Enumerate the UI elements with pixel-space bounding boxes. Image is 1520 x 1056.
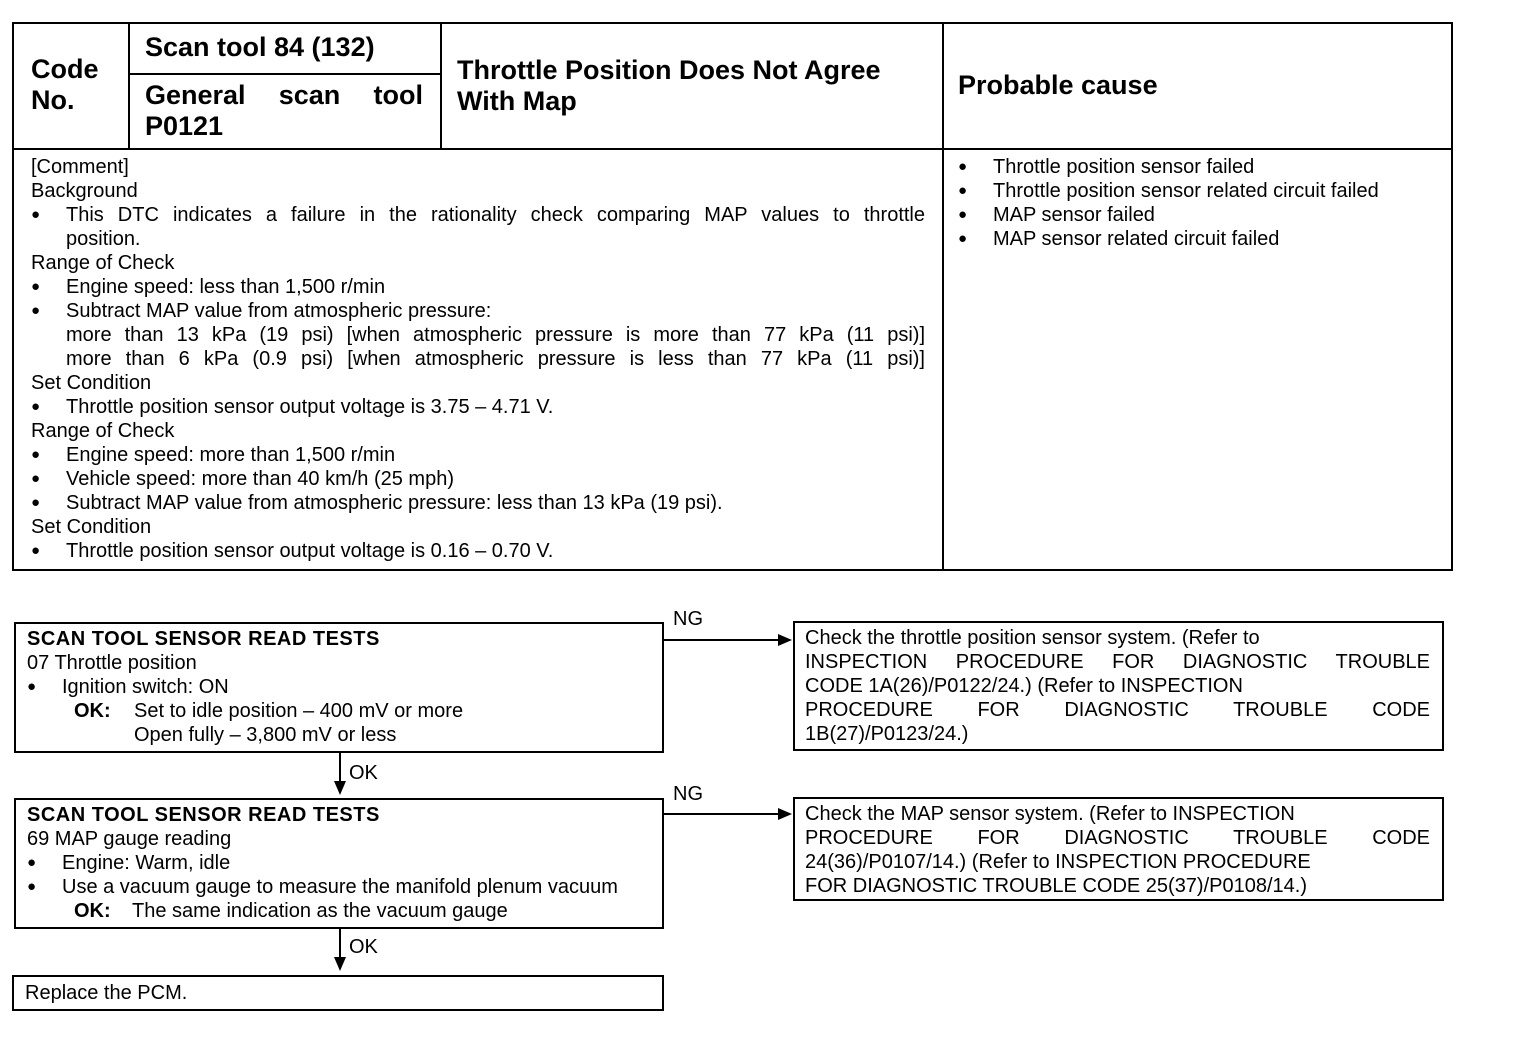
step2-item: 69 MAP gauge reading bbox=[27, 828, 232, 850]
step1-ok-row bbox=[27, 699, 662, 723]
step2-box bbox=[14, 798, 664, 929]
step2-title: SCAN TOOL SENSOR READ TESTS bbox=[27, 804, 380, 826]
arrow-down-icon bbox=[334, 957, 346, 971]
ng-label: NG bbox=[673, 608, 703, 630]
probable-cause-list bbox=[958, 155, 1443, 251]
probable-cause-heading: Probable cause bbox=[958, 70, 1158, 100]
table-hline-scan bbox=[128, 73, 442, 75]
result2-line: 24(36)/P0107/14.) (Refer to INSPECTION PROCEDURE bbox=[805, 851, 1311, 873]
bullet-item: ● Engine speed: more than 1,500 r/min bbox=[31, 443, 925, 467]
step1-box bbox=[14, 622, 664, 753]
continuation-text: more than 13 kPa (19 psi) [when atmospheric pressure is more than 77 kPa (11 psi)] bbox=[66, 324, 925, 346]
bullet-item: ● Engine speed: less than 1,500 r/min bbox=[31, 275, 925, 299]
result1-line: 1B(27)/P0123/24.) bbox=[805, 723, 969, 745]
final-action: Replace the PCM. bbox=[25, 982, 188, 1004]
result1-box bbox=[793, 621, 1444, 751]
table-vline-3 bbox=[942, 22, 944, 571]
table-vline-2 bbox=[440, 22, 442, 150]
step1-condition: ● Ignition switch: ON bbox=[27, 675, 662, 699]
code-no-label: Code No. bbox=[31, 54, 99, 115]
cause-item: ● MAP sensor related circuit failed bbox=[958, 227, 1443, 251]
cause-item: ● MAP sensor failed bbox=[958, 203, 1443, 227]
ok-arrow-line bbox=[339, 929, 341, 959]
ng-arrow-line bbox=[664, 813, 782, 815]
dtc-title: Throttle Position Does Not Agree With Map bbox=[457, 55, 881, 116]
comment-label: [Comment] bbox=[31, 156, 129, 178]
section-heading: Set Condition bbox=[31, 516, 152, 538]
continuation-text: more than 6 kPa (0.9 psi) [when atmospheric pressure is less than 77 kPa (11 psi)] bbox=[66, 348, 925, 370]
general-scan-tool-code bbox=[145, 80, 423, 142]
ok-value: The same indication as the vacuum gauge bbox=[132, 900, 508, 922]
final-box bbox=[12, 975, 664, 1011]
bullet-item: ● Vehicle speed: more than 40 km/h (25 mph) bbox=[31, 467, 925, 491]
section-heading: Background bbox=[31, 180, 138, 202]
table-vline-1 bbox=[128, 22, 130, 150]
scan-tool-code: Scan tool 84 (132) bbox=[145, 32, 375, 62]
result2-box bbox=[793, 797, 1444, 901]
general-scan-tool-text: General scan tool P0121 bbox=[145, 80, 423, 141]
bullet-item: ● Throttle position sensor output voltage is 3.75 – 4.71 V. bbox=[31, 395, 925, 419]
ok-value: Set to idle position – 400 mV or more bbox=[134, 700, 464, 722]
cause-item: ● Throttle position sensor failed bbox=[958, 155, 1443, 179]
result1-line: INSPECTION PROCEDURE FOR DIAGNOSTIC TROUBLE bbox=[805, 651, 1430, 673]
result1-line: CODE 1A(26)/P0122/24.) (Refer to INSPECTION bbox=[805, 675, 1243, 697]
result2-line: Check the MAP sensor system. (Refer to INSPECTION bbox=[805, 803, 1295, 825]
bullet-item: ● Subtract MAP value from atmospheric pressure: less than 13 kPa (19 psi). bbox=[31, 491, 925, 515]
arrow-down-icon bbox=[334, 781, 346, 795]
ok-label: OK: bbox=[74, 700, 111, 722]
result2-line: PROCEDURE FOR DIAGNOSTIC TROUBLE CODE bbox=[805, 827, 1430, 849]
ng-arrow-line bbox=[664, 639, 782, 641]
result1-line: Check the throttle position sensor system. (Refer to bbox=[805, 627, 1260, 649]
ok-value: Open fully – 3,800 mV or less bbox=[134, 724, 397, 746]
ok-arrow-line bbox=[339, 753, 341, 783]
cause-item: ● Throttle position sensor related circuit failed bbox=[958, 179, 1443, 203]
ok-label: OK bbox=[349, 936, 378, 958]
result1-line: PROCEDURE FOR DIAGNOSTIC TROUBLE CODE bbox=[805, 699, 1430, 721]
step1-item: 07 Throttle position bbox=[27, 652, 197, 674]
section-heading: Set Condition bbox=[31, 372, 152, 394]
step2-condition: ● Use a vacuum gauge to measure the manifold plenum vacuum bbox=[27, 875, 662, 899]
ok-label: OK bbox=[349, 762, 378, 784]
bullet-item: ● Throttle position sensor output voltage is 0.16 – 0.70 V. bbox=[31, 539, 925, 563]
ok-label: OK: bbox=[74, 900, 111, 922]
bullet-item: ● Subtract MAP value from atmospheric pressure: bbox=[31, 299, 925, 323]
result2-line: FOR DIAGNOSTIC TROUBLE CODE 25(37)/P0108/14.) bbox=[805, 875, 1308, 897]
step1-title: SCAN TOOL SENSOR READ TESTS bbox=[27, 628, 380, 650]
section-heading: Range of Check bbox=[31, 252, 175, 274]
bullet-item: ● This DTC indicates a failure in the rationality check comparing MAP values to throttle bbox=[31, 203, 925, 227]
comment-section bbox=[31, 155, 925, 563]
table-hline-header bbox=[12, 148, 1453, 150]
step2-condition: ● Engine: Warm, idle bbox=[27, 851, 662, 875]
step2-ok-row bbox=[27, 899, 662, 923]
arrow-right-icon bbox=[778, 634, 792, 646]
section-heading: Range of Check bbox=[31, 420, 175, 442]
continuation-text: position. bbox=[66, 228, 141, 250]
arrow-right-icon bbox=[778, 808, 792, 820]
ng-label: NG bbox=[673, 783, 703, 805]
